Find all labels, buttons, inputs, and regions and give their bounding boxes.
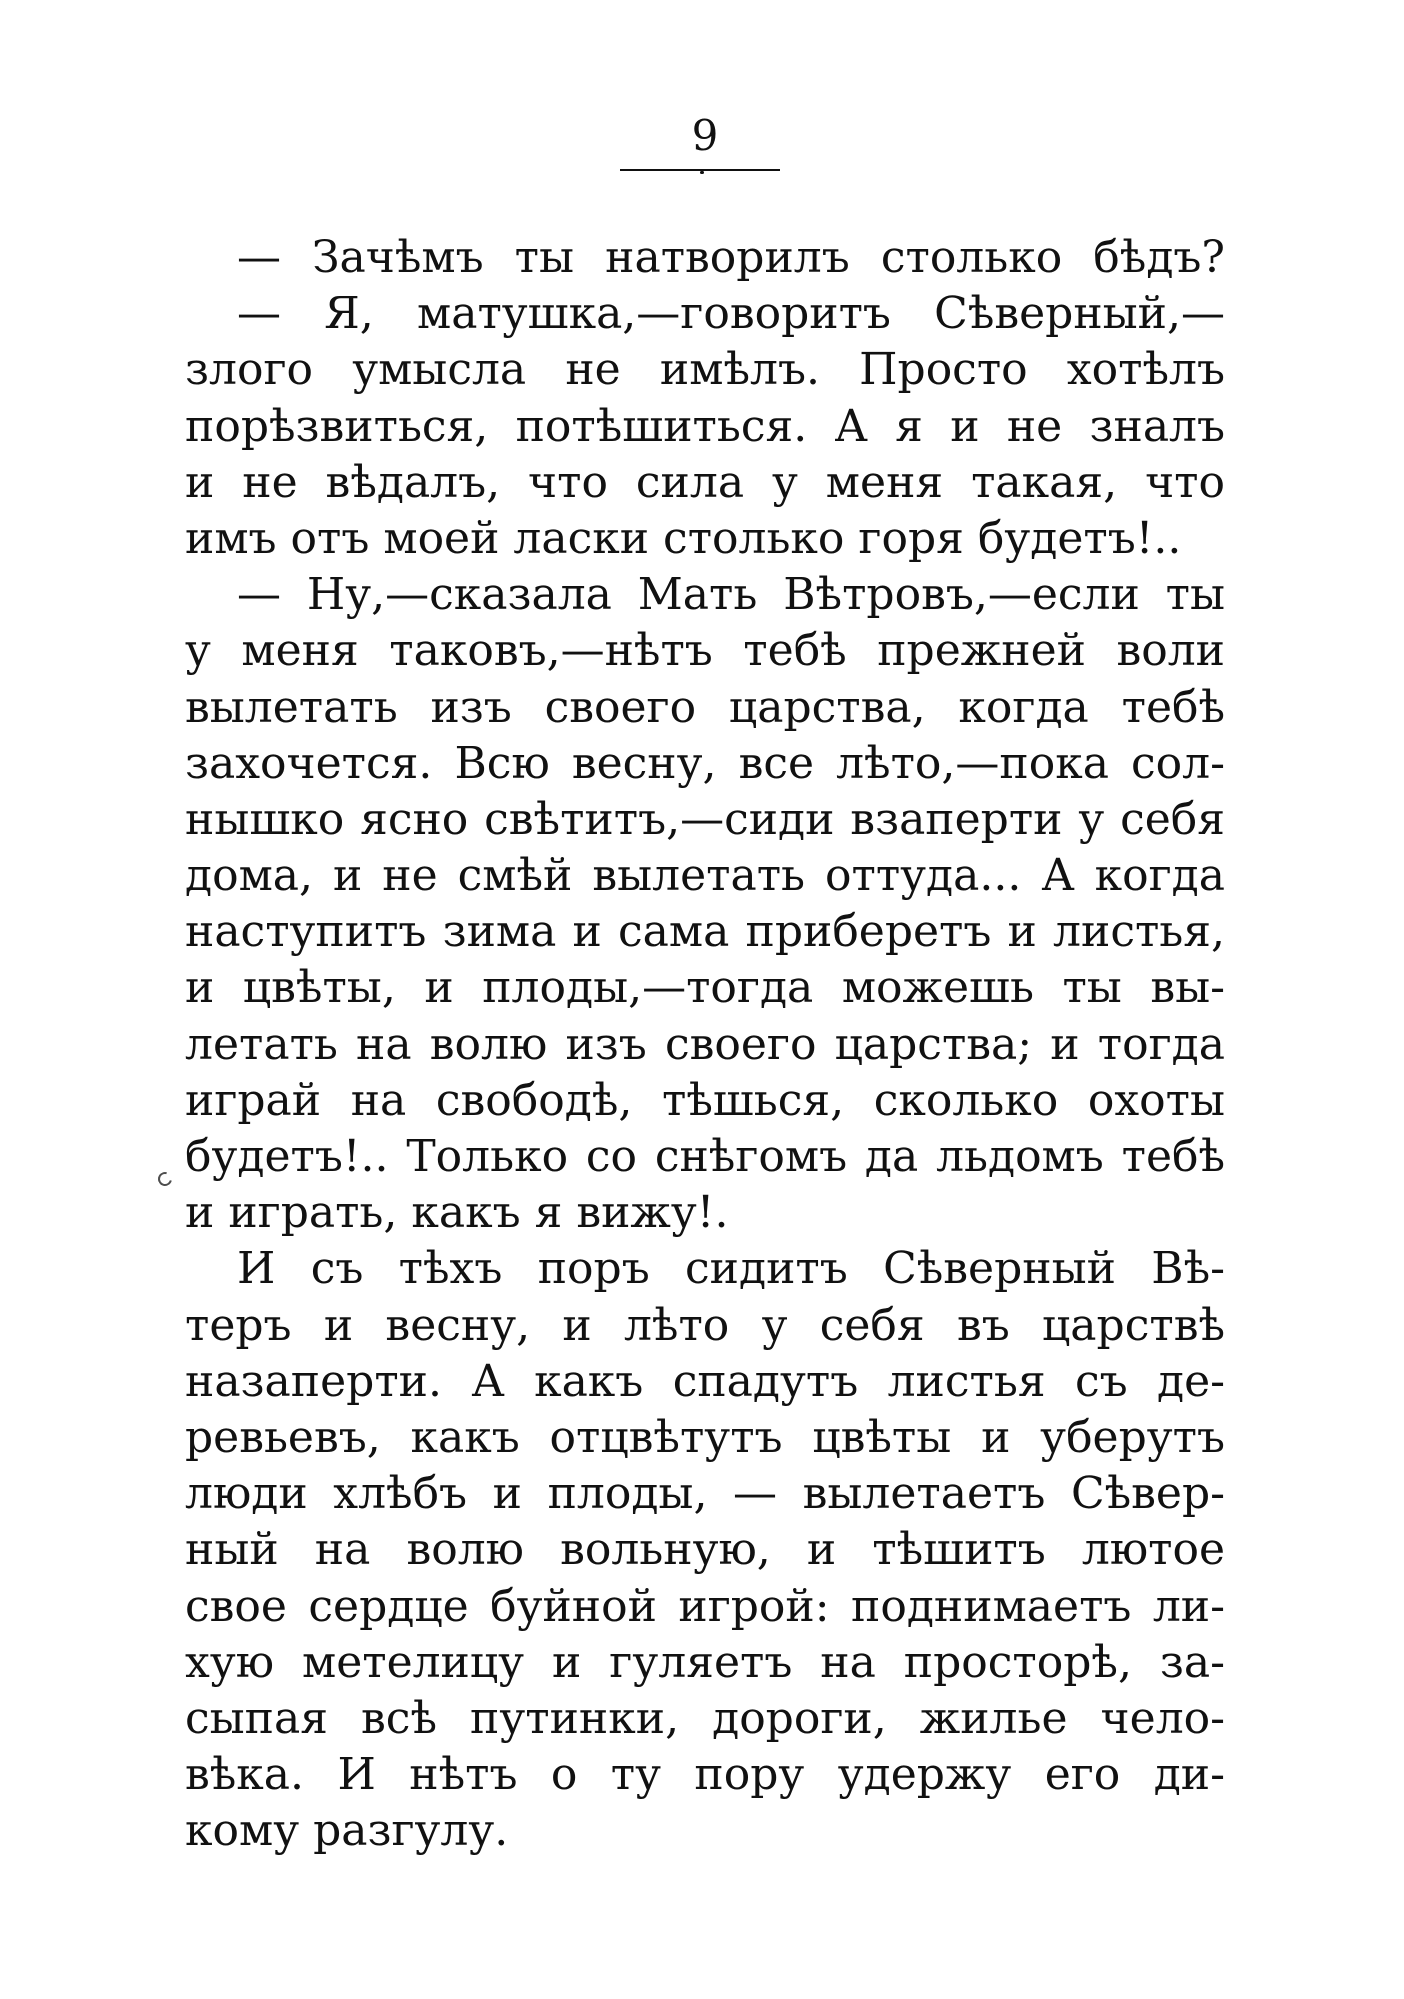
text-line: имъ отъ моей ласки столько горя будетъ!.. [185, 512, 1182, 564]
text-line: хую метелицу и гуляетъ на просторѣ, за- [185, 1636, 1225, 1688]
text-line: вылетать изъ своего царства, когда тебѣ [185, 681, 1225, 733]
text-line: ревьевъ, какъ отцвѣтутъ цвѣты и уберутъ [185, 1411, 1225, 1463]
text-line: и играть, какъ я вижу!. [185, 1187, 729, 1239]
text-line: злого умысла не имѣлъ. Просто хотѣлъ [185, 344, 1225, 396]
text-line: теръ и весну, и лѣто у себя въ царствѣ [185, 1299, 1225, 1351]
text-line: И съ тѣхъ поръ сидитъ Сѣверный Вѣ- [237, 1243, 1225, 1295]
text-line: и цвѣты, и плоды,—тогда можешь ты вы- [185, 962, 1225, 1014]
text-line: играй на свободѣ, тѣшься, сколько охоты [185, 1074, 1225, 1126]
text-line: — Я, матушка,—говоритъ Сѣверный,— [237, 288, 1225, 340]
page-text [185, 230, 1225, 1859]
text-line: наступитъ зима и сама приберетъ и листья, [185, 906, 1225, 958]
text-line: летать на волю изъ своего царства; и тогда [185, 1018, 1225, 1070]
text-line: у меня таковъ,—нѣтъ тебѣ прежней воли [185, 625, 1225, 677]
text-line: — Зачѣмъ ты натворилъ столько бѣдъ? [237, 232, 1225, 283]
text-line: вѣка. И нѣтъ о ту пору удержу его ди- [185, 1749, 1225, 1801]
text-line: ный на волю вольную, и тѣшитъ лютое [185, 1524, 1225, 1576]
text-line: захочется. Всю весну, все лѣто,—пока сол- [185, 737, 1225, 789]
text-line: кому разгулу. [185, 1805, 509, 1857]
text-line: дома, и не смѣй вылетать оттуда... А когда [185, 850, 1225, 902]
text-line: свое сердце буйной игрой: поднимаетъ ли- [185, 1580, 1225, 1632]
text-line: порѣзвиться, потѣшиться. А я и не зналъ [185, 400, 1225, 452]
page-number-rule-ornament [700, 171, 704, 174]
text-line: и не вѣдалъ, что сила у меня такая, что [185, 456, 1225, 508]
text-line: — Ну,—сказала Мать Вѣтровъ,—если ты [237, 569, 1225, 621]
text-line: люди хлѣбъ и плоды, — вылетаетъ Сѣвер- [185, 1468, 1225, 1520]
text-line: сыпая всѣ путинки, дороги, жилье чело- [185, 1692, 1225, 1744]
text-line: нышко ясно свѣтитъ,—сиди взаперти у себя [185, 793, 1225, 845]
text-line: будетъ!.. Только со снѣгомъ да льдомъ тебѣ [185, 1131, 1225, 1182]
text-line: назаперти. А какъ спадутъ листья съ де- [185, 1355, 1225, 1407]
stray-ink-mark [155, 1169, 174, 1188]
page-number: 9 [691, 111, 719, 160]
